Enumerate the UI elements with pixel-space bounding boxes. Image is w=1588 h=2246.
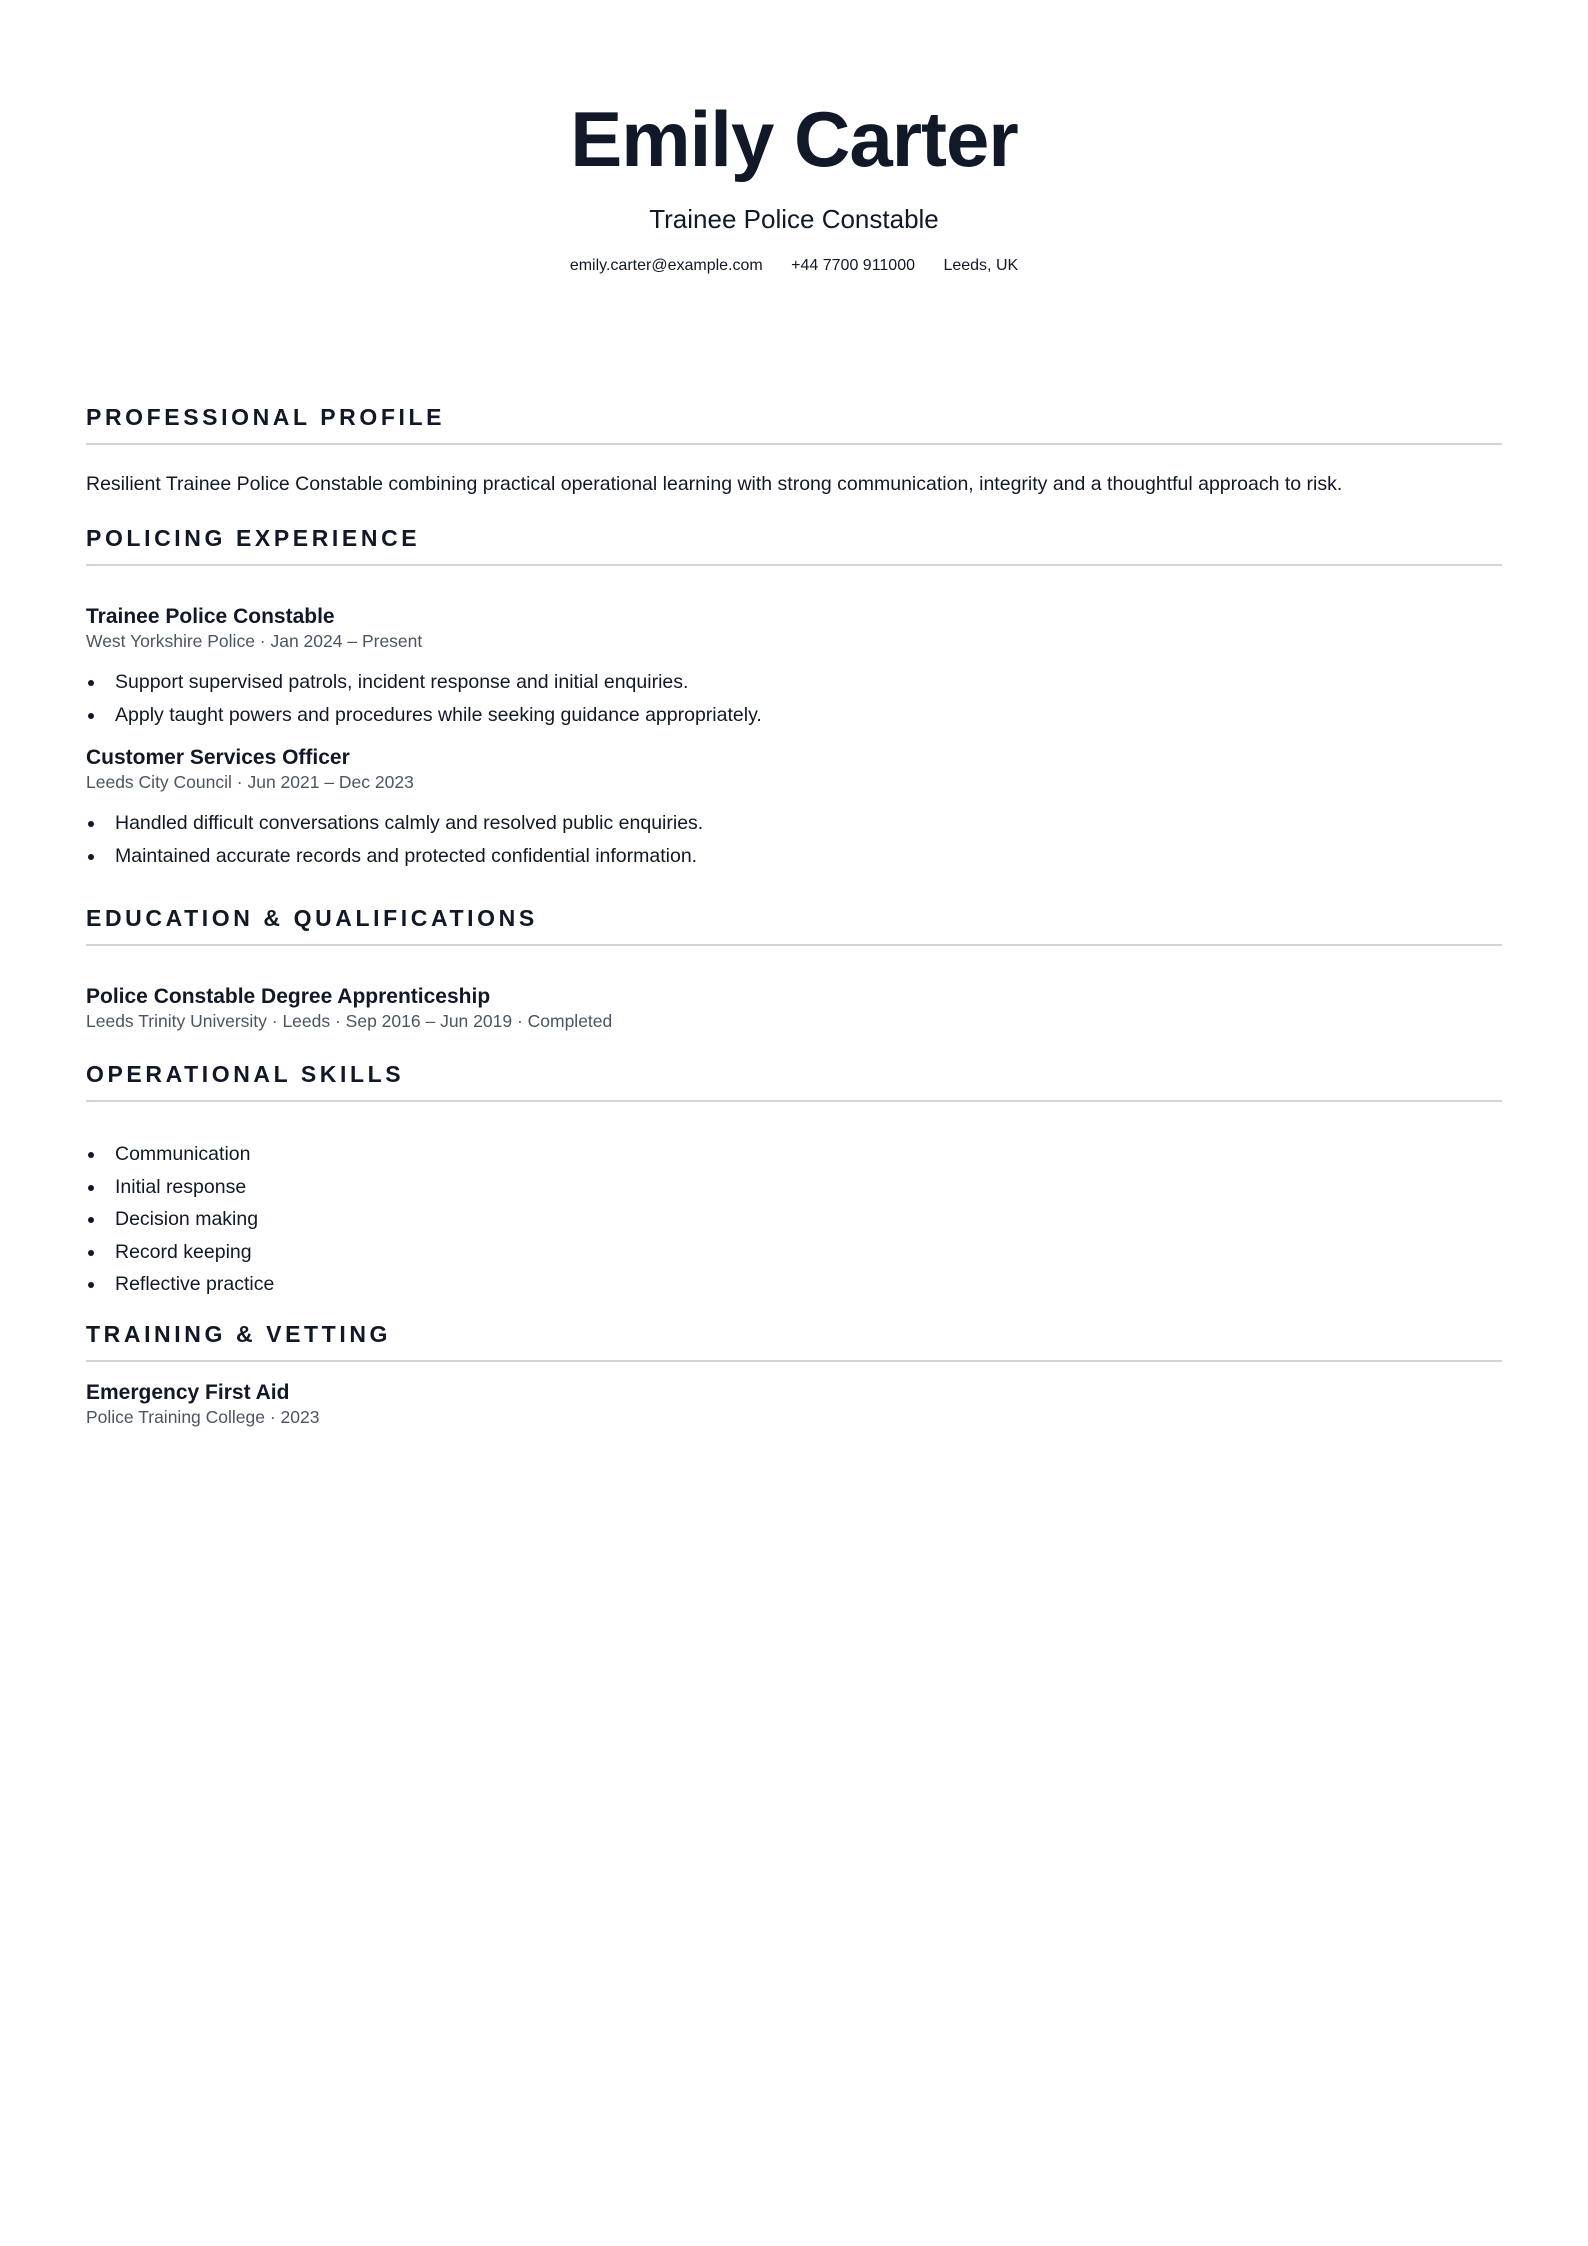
bullet-icon [88,821,94,827]
section-training [86,1320,1502,1428]
degree-meta: Leeds Trinity University · Leeds · Sep 2016 – Jun 2019 · Completed [86,1011,613,1031]
list-item [86,1138,1502,1171]
bullet-text: Handled difficult conversations calmly and resolved public enquiries. [115,812,704,834]
skill-text: Decision making [115,1208,259,1230]
section-experience [86,524,1502,872]
degree-title: Police Constable Degree Apprenticeship [86,985,491,1008]
section-divider [86,1100,1502,1102]
section-divider [86,944,1502,946]
experience-entry [86,745,1502,872]
list-item [86,1203,1502,1236]
bullet-text: Support supervised patrols, incident response and initial enquiries. [115,671,689,693]
bullet-icon [88,680,94,686]
bullet-icon [88,1185,94,1191]
skills-list [86,1138,1502,1301]
training-entry [86,1380,1502,1428]
bullet-icon [88,1152,94,1158]
bullet-text: Maintained accurate records and protected confidential information. [115,844,698,867]
contact-line [0,256,1588,276]
candidate-headline: Trainee Police Constable [649,204,939,234]
bullet-icon [88,1282,94,1288]
section-divider [86,443,1502,445]
section-skills [86,1060,1502,1301]
skill-text: Communication [115,1143,251,1165]
section-education [86,904,1502,1032]
job-bullets [86,807,1502,872]
section-title-profile: PROFESSIONAL PROFILE [86,404,446,430]
section-title-skills: OPERATIONAL SKILLS [86,1061,405,1087]
list-item [86,666,1502,699]
section-title-education: EDUCATION & QUALIFICATIONS [86,905,538,931]
list-item [86,840,1502,873]
section-divider [86,564,1502,566]
contact-location: Leeds, UK [943,257,1019,274]
bullet-text: Apply taught powers and procedures while seeking guidance appropriately. [115,703,762,726]
section-title-experience: POLICING EXPERIENCE [86,525,421,551]
section-divider [86,1360,1502,1362]
skill-text: Record keeping [115,1240,252,1263]
job-bullets [86,666,1502,731]
list-item [86,1236,1502,1269]
job-title: Customer Services Officer [86,746,350,769]
list-item [86,807,1502,840]
profile-summary: Resilient Trainee Police Constable combining practical operational learning with strong communication, integrity and a thoughtful approach to risk. [86,473,1343,495]
training-meta: Police Training College · 2023 [86,1407,320,1427]
bullet-icon [88,713,94,719]
contact-phone[interactable]: +44 7700 911000 [791,257,915,274]
experience-entry [86,604,1502,731]
job-meta: West Yorkshire Police · Jan 2024 – Present [86,631,423,651]
bullet-icon [88,1250,94,1256]
list-item [86,1171,1502,1204]
job-title: Trainee Police Constable [86,605,335,628]
list-item [86,699,1502,732]
skill-text: Reflective practice [115,1273,275,1295]
training-title: Emergency First Aid [86,1381,290,1404]
job-meta: Leeds City Council · Jun 2021 – Dec 2023 [86,772,414,792]
resume-header [0,90,1588,276]
bullet-icon [88,1217,94,1223]
section-title-training: TRAINING & VETTING [86,1321,392,1347]
skill-text: Initial response [115,1175,247,1198]
candidate-name: Emily Carter [570,95,1018,183]
list-item [86,1268,1502,1301]
education-entry [86,984,1502,1032]
contact-email[interactable]: emily.carter@example.com [569,257,763,274]
section-profile [86,403,1502,497]
bullet-icon [88,854,94,860]
